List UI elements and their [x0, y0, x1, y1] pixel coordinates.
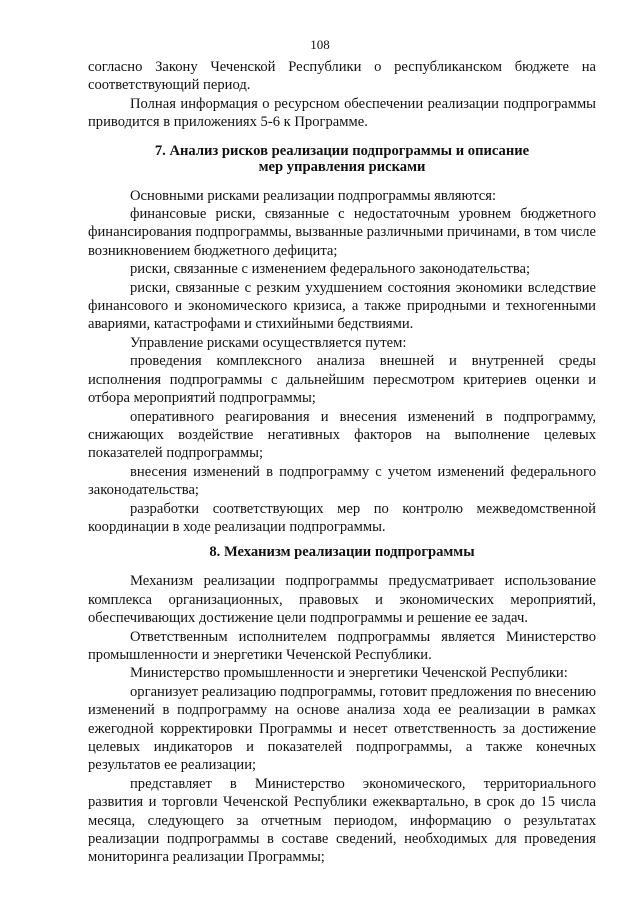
paragraph: согласно Закону Чеченской Республики о республиканском бюджете на соответствующий период. — [88, 59, 596, 94]
paragraph: разработки соответствующих мер по контролю межведомственной координации в ходе реализации подпрограммы. — [88, 500, 596, 535]
paragraph: финансовые риски, связанные с недостаточным уровнем бюджетного финансирования подпрограммы, вызванные различными причинами, в том числе возникновением бюджетного дефицита; — [88, 206, 596, 259]
section-7-heading-line-2: мер управления рисками — [258, 158, 426, 175]
document-body — [88, 58, 596, 867]
paragraph: Механизм реализации подпрограммы предусматривает использование комплекса организационных, правовых и экономических мероприятий, обеспечивающих достижение цели подпрограммы и решение ее задач. — [88, 573, 596, 627]
paragraph: Ответственным исполнителем подпрограммы является Министерство промышленности и энергетики Чеченской Республики. — [88, 628, 596, 663]
paragraph: Основными рисками реализации подпрограммы являются: — [130, 187, 497, 204]
paragraph: риски, связанные с изменением федерального законодательства; — [130, 261, 531, 278]
section-8-heading: 8. Механизм реализации подпрограммы — [209, 544, 475, 561]
paragraph: Министерство промышленности и энергетики Чеченской Республики: — [130, 665, 568, 682]
section-7-heading — [88, 143, 596, 175]
paragraph: представляет в Министерство экономического, территориального развития и торговли Чеченской Республики ежеквартально, в срок до 15 числа месяца, следующего за отчетным периодом, информацию о результатах реализации подпрограммы в составе сведений, необходимых для проведения мониторинга реализации Программы; — [88, 775, 596, 866]
section-7-heading-line-1: 7. Анализ рисков реализации подпрограммы и описание — [154, 142, 530, 159]
paragraph: риски, связанные с резким ухудшением состояния экономики вследствие финансового и экономического кризиса, а также природными и техногенными авариями, катастрофами и стихийными бедствиями. — [88, 279, 596, 333]
paragraph: организует реализацию подпрограммы, готовит предложения по внесению изменений в подпрограмму на основе анализа хода ее реализации в рамках ежегодной корректировки Программы и несет ответственность за достижение целевых индикаторов и показателей подпрограммы, а также конечных результатов ее реализации; — [88, 683, 596, 774]
paragraph: Управление рисками осуществляется путем: — [130, 334, 407, 351]
paragraph: оперативного реагирования и внесения изменений в подпрограмму, снижающих воздействие негативных факторов на выполнение целевых показателей подпрограммы; — [88, 408, 596, 462]
paragraph: Полная информация о ресурсном обеспечении реализации подпрограммы приводится в приложениях 5-6 к Программе. — [88, 95, 596, 131]
page-number: 108 — [310, 37, 330, 52]
paragraph: проведения комплексного анализа внешней и внутренней среды исполнения подпрограммы с дальнейшим пересмотром критериев оценки и отбора мероприятий подпрограммы; — [88, 353, 596, 407]
paragraph: внесения изменений в подпрограмму с учетом изменений федерального законодательства; — [88, 463, 596, 499]
